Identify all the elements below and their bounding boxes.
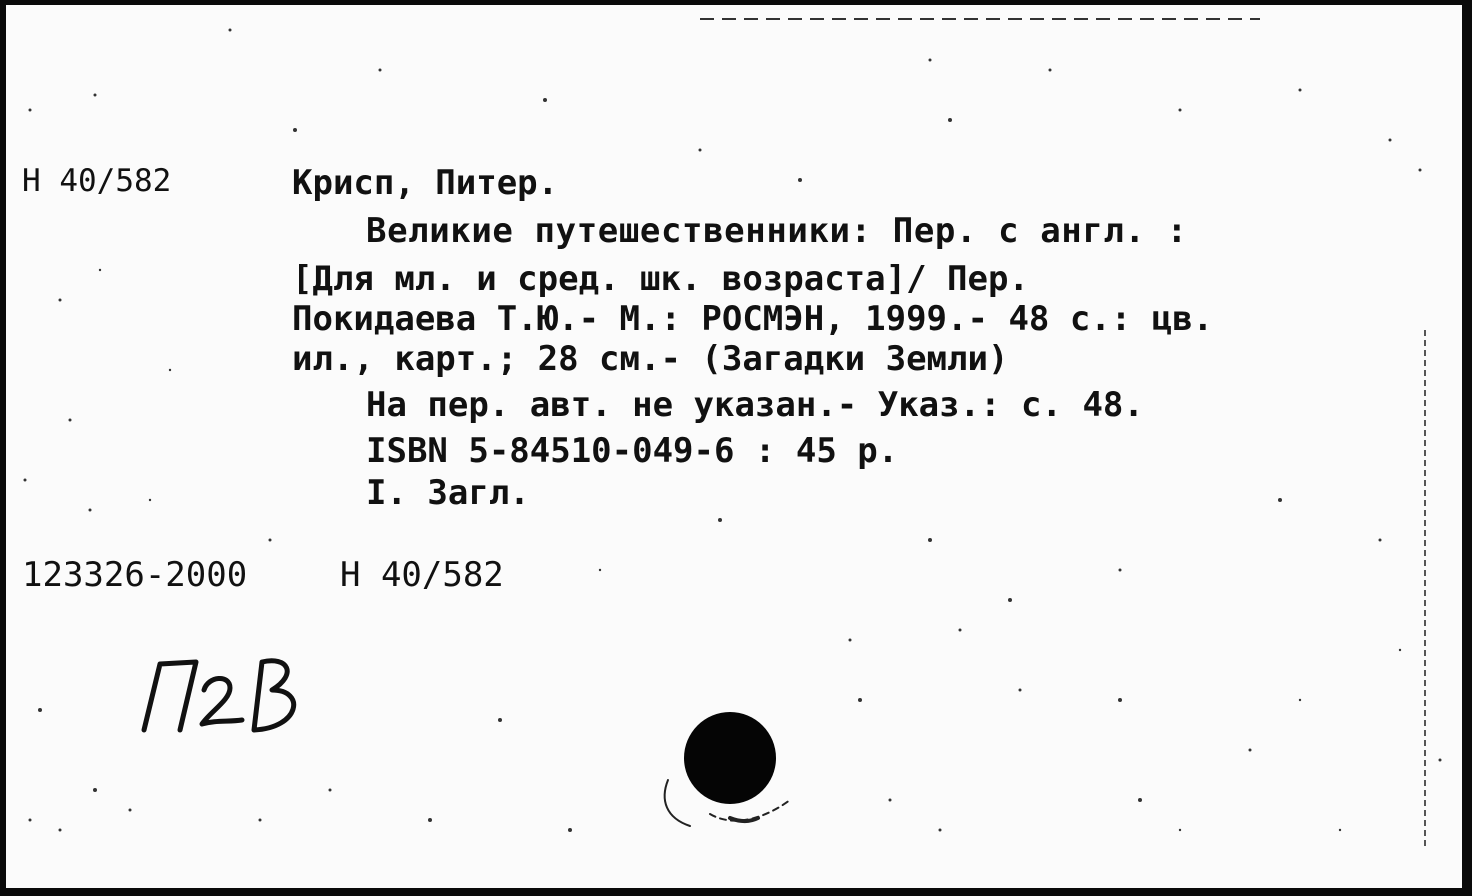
imprint-line: Покидаева Т.Ю.- М.: РОСМЭН, 1999.- 48 с.: цв. [292,299,1214,339]
physical-description-line: ил., карт.; 28 см.- (Загадки Земли) [292,339,1009,379]
isbn-line: ISBN 5-84510-049-6 : 45 р. [366,431,899,471]
author-heading: Крисп, Питер. [292,163,559,203]
accession-number: 123326-2000 [22,555,248,595]
title-line: Великие путешественники: Пер. с англ. : [366,211,1188,251]
shelf-mark: Н 40/582 [340,555,504,595]
note-line: На пер. авт. не указан.- Указ.: с. 48. [366,385,1144,425]
call-number: Н 40/582 [22,163,172,199]
title-tracing-line: I. Загл. [366,473,530,513]
description-line: [Для мл. и сред. шк. возраста]/ Пер. [292,259,1029,299]
handwritten-note [138,650,308,740]
punch-hole-shadow [650,760,810,840]
